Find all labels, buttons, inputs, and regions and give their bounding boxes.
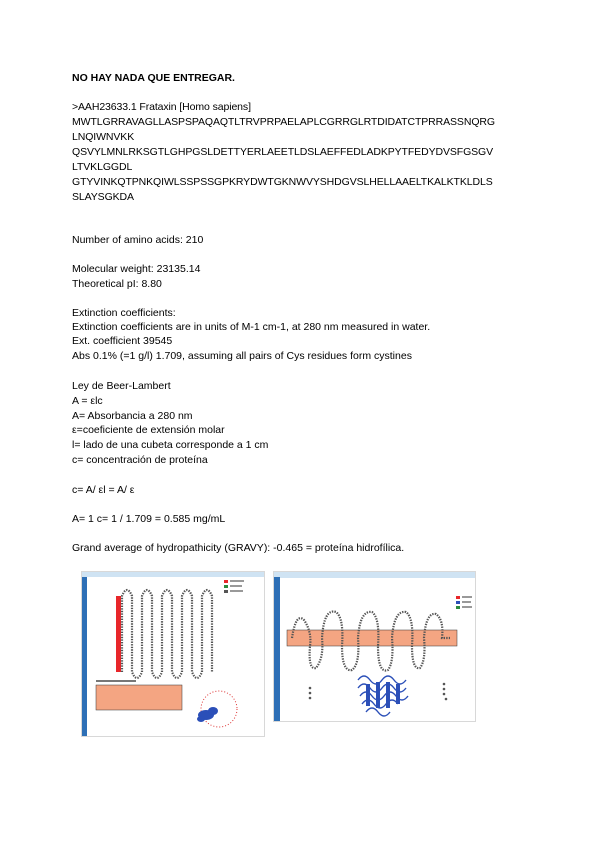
sequence-line: QSVYLMNLRKSGTLGHPGSLDETTYERLAEETLDSLAEFFEDLADKPYTFEDYDVSFGSGV: [72, 146, 494, 158]
absorbance-value: Abs 0.1% (=1 g/l) 1.709, assuming all pairs of Cys residues form cystines: [72, 350, 412, 362]
topology-screenshot-left: [81, 571, 265, 737]
page-heading: NO HAY NADA QUE ENTREGAR.: [72, 72, 235, 84]
extinction-coefficient: Ext. coefficient 39545: [72, 335, 173, 347]
residue-chain: [122, 590, 212, 678]
topology-screenshot-right: [273, 571, 476, 722]
protein-structure: [358, 676, 408, 716]
topology-plot: [82, 572, 264, 736]
legend: [224, 580, 244, 593]
membrane-topology-plot: [274, 572, 475, 721]
sequence-line: LNQIWNVKK: [72, 131, 135, 143]
theoretical-pi: Theoretical pI: 8.80: [72, 278, 162, 290]
beer-lambert-line: ε=coeficiente de extensión molar: [72, 424, 225, 436]
molecular-weight: Molecular weight: 23135.14: [72, 263, 201, 275]
legend: [456, 596, 472, 609]
membrane-band: [96, 685, 182, 710]
sequence-line: LTVKLGGDL: [72, 161, 133, 173]
beer-lambert-title: Ley de Beer-Lambert: [72, 380, 171, 392]
sequence-line: SLAYSGKDA: [72, 191, 134, 203]
sequence-line: GTYVINKQTPNKQIWLSSPSSGPKRYDWTGKNWVYSHDGVSLHELLAAELTKALKTKLDLS: [72, 176, 493, 188]
sequence-header: >AAH23633.1 Frataxin [Homo sapiens]: [72, 101, 251, 113]
helix-bar: [116, 596, 121, 672]
structure-ring: [201, 691, 237, 727]
concentration-result: A= 1 c= 1 / 1.709 = 0.585 mg/mL: [72, 513, 226, 525]
membrane-band: [287, 630, 457, 646]
extinction-title: Extinction coefficients:: [72, 307, 176, 319]
beer-lambert-line: A = εlc: [72, 395, 103, 407]
sequence-line: MWTLGRRAVAGLLASPSPAQAQTLTRVPRPAELAPLCGRRGLRTDIDATCTPRRASSNQRG: [72, 116, 495, 128]
amino-acid-count: Number of amino acids: 210: [72, 234, 204, 246]
concentration-formula: c= A/ εl = A/ ε: [72, 484, 135, 496]
extinction-units: Extinction coefficients are in units of M-1 cm-1, at 280 nm measured in water.: [72, 321, 431, 333]
gravy-value: Grand average of hydropathicity (GRAVY): -0.465 = proteína hidrofílica.: [72, 542, 405, 554]
protein-structure: [197, 707, 218, 722]
beer-lambert-line: A= Absorbancia a 280 nm: [72, 410, 193, 422]
beer-lambert-line: l= lado de una cubeta corresponde a 1 cm: [72, 439, 269, 451]
panel-label: [96, 680, 136, 682]
beer-lambert-line: c= concentración de proteína: [72, 454, 208, 466]
